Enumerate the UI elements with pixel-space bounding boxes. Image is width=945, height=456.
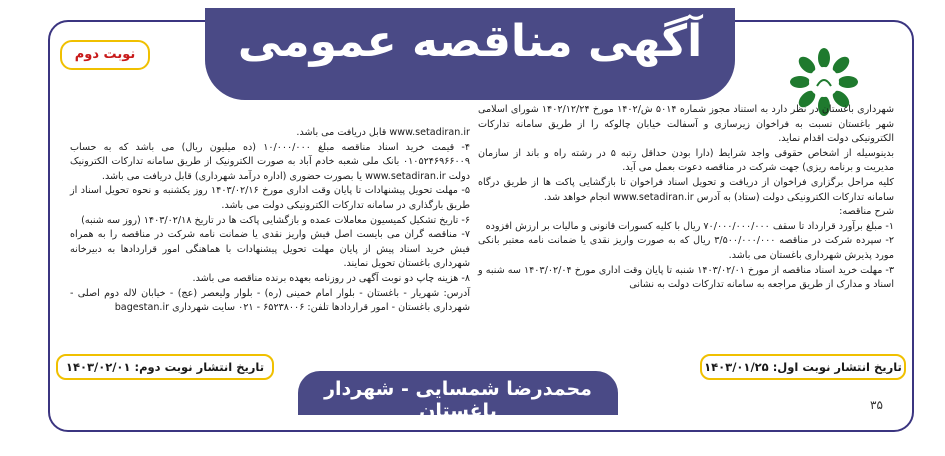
signature: محمدرضا شمسایی - شهردار باغستان [324, 378, 592, 422]
item-1: ۱- مبلغ برآورد قرارداد تا سقف ۷۰/۰۰۰/۰۰۰/۰۰۰ ریال با کلیه کسورات قانونی و مالیات بر ارزش افزوده [485, 220, 894, 232]
item-8: ۸- هزینه چاپ دو نوبت آگهی در روزنامه بعهده برنده مناقصه می باشد. [192, 272, 470, 284]
item-3-continued: www.setadiran.ir قابل دریافت می باشد. [296, 127, 470, 138]
contact-address: آدرس: شهریار - باغستان - بلوار امام خمینی (ره) - بلوار ولیعصر (عج) - خیابان لاله دوم اصلی - شهرداری باغستان - امور قراردادها تلفن: ۶۵۲۳۸۰۰۶ - ۰۲۱ سایت شهرداری bagestan.ir [70, 287, 470, 314]
item-2: ۲- سپرده شرکت در مناقصه ۳/۵۰۰/۰۰۰/۰۰۰ ریال که به صورت واریز نقدی یا ضمانت نامه معتبر بانکی مورد پذیرش شهرداری باغستان می باشد. [478, 235, 894, 261]
notice-left-column [70, 126, 470, 316]
edition-badge: نوبت دوم [60, 40, 150, 70]
publish-date-first: تاریخ انتشار نوبت اول: ۱۴۰۳/۰۱/۲۵ [700, 354, 906, 380]
item-7: ۷- مناقصه گران می بایست اصل فیش واریز نقدی یا ضمانت نامه شرکت در مناقصه را به همراه فیش خرید اسناد پیش از پایان مهلت تحویل پیشنهادات با هماهنگی امور قراردادها به دبیرخانه شهرداری باغستان تحویل نمایند. [70, 229, 470, 270]
item-4: ۴- قیمت خرید اسناد مناقصه مبلغ ۱۰/۰۰۰/۰۰۰ (ده میلیون ریال) می باشد که به حساب ۰۱۰۵۲۴۶۹۶۶۰۰۹ بانک ملی شعبه خادم آباد به صورت الکترونیک از طریق سامانه تدارکات الکترونیک دولت www.setadiran.ir یا بصورت حضوری (اداره درآمد شهرداری) قابل دریافت می باشد. [70, 141, 470, 182]
item-5: ۵- مهلت تحویل پیشنهادات تا پایان وقت اداری مورخ ۱۴۰۳/۰۲/۱۶ روز یکشنبه و نحوه تحویل اسناد از طریق بارگذاری در سامانه تدارکات الکترونیکی دولت می باشد. [70, 185, 470, 211]
item-6: ۶- تاریخ تشکیل کمیسیون معاملات عمده و بازگشایی پاکت ها در تاریخ ۱۴۰۳/۰۲/۱۸ (روز سه شنبه) [81, 214, 470, 226]
paragraph-process: کلیه مراحل برگزاری فراخوان از دریافت و تحویل اسناد فراخوان تا بازگشایی پاکت ها از طریق درگاه سامانه تدارکات الکترونیکی دولت (ستاد) به آدرس www.setadiran.ir انجام خواهد شد. [478, 176, 894, 203]
publish-date-second: تاریخ انتشار نوبت دوم: ۱۴۰۳/۰۲/۰۱ [56, 354, 274, 380]
page-number: ۳۵ [870, 398, 883, 412]
notice-right-column [478, 103, 894, 293]
paragraph-heading: شرح مناقصه: [839, 206, 894, 218]
item-3: ۳- مهلت خرید اسناد مناقصه از مورخ ۱۴۰۳/۰۲/۰۱ شنبه تا پایان وقت اداری مورخ ۱۴۰۳/۰۲/۰۴ سه شنبه و اسناد و مدارک از طریق مراجعه به سامانه تدارکات دولت به نشانی [478, 264, 895, 291]
paragraph-invitation: بدینوسیله از اشخاص حقوقی واجد شرایط (دارا بودن حداقل رتبه ۵ در رشته راه و باند از سازمان مدیریت و برنامه ریزی) جهت شرکت در مناقصه دعوت بعمل می آید. [478, 147, 894, 174]
notice-title: آگهی مناقصه عمومی [237, 16, 703, 67]
paragraph-intro: شهرداری باغستان در نظر دارد به استناد مجوز شماره ۵۰۱۴ ش/۱۴۰۲ مورخ ۱۴۰۲/۱۲/۲۴ شورای اسلامی شهر باغستان نسبت به فراخوان زیرسازی و آسفالت خیابان چالوکه را از طریق سامانه تدارکات الکترونیکی دولت اقدام نماید. [478, 104, 894, 145]
